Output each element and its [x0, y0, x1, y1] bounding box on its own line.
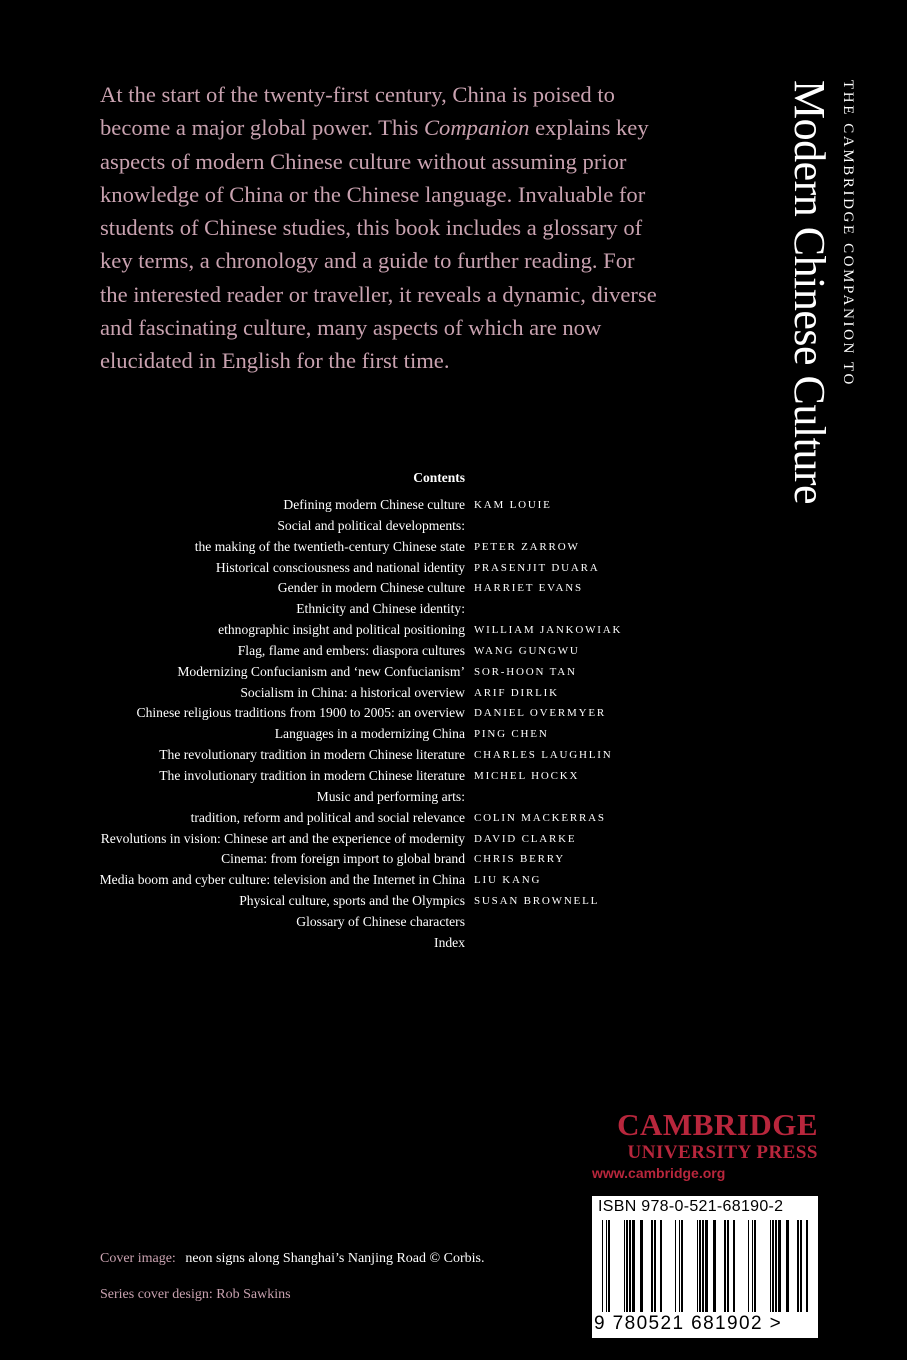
- barcode-bar: [806, 1220, 808, 1312]
- chapter-title: Defining modern Chinese culture: [283, 497, 465, 512]
- chapter-title: Gender in modern Chinese culture: [277, 580, 465, 596]
- barcode-bar: [681, 1220, 683, 1312]
- barcode-bar: [752, 1220, 753, 1312]
- blurb-line: the interested reader or traveller, it reveals a dynamic, diverse: [100, 281, 657, 307]
- blurb-emphasis: Companion: [423, 115, 530, 141]
- blurb-line: [100, 111, 740, 144]
- contents-entry: [0, 870, 907, 891]
- chapter-author: LIU KANG: [474, 874, 542, 887]
- chapter-author: SUSAN BROWNELL: [474, 895, 600, 908]
- contents-entry: [0, 537, 907, 558]
- publisher-subname: UNIVERSITY PRESS: [627, 1142, 818, 1163]
- barcode-bar: [705, 1220, 708, 1312]
- blurb-line: elucidated in English for the first time.: [100, 348, 450, 374]
- series-name: THE CAMBRIDGE COMPANION TO: [840, 80, 856, 387]
- chapter-author: PRASENJIT DUARA: [474, 561, 600, 574]
- barcode-bar: [733, 1220, 735, 1312]
- contents-heading: Contents: [413, 470, 465, 485]
- chapter-author: CHRIS BERRY: [474, 853, 566, 866]
- back-cover-blurb: [100, 78, 740, 378]
- chapter-title: Chinese religious traditions from 1900 to 2005: an overview: [136, 705, 465, 721]
- barcode-bar: [800, 1220, 802, 1312]
- barcode-bar: [797, 1220, 799, 1312]
- contents-entry: [0, 766, 907, 787]
- credit-text: Rob Sawkins: [216, 1287, 291, 1302]
- credit-label: Series cover design:: [100, 1287, 213, 1302]
- chapter-title: Glossary of Chinese characters: [296, 913, 465, 929]
- barcode-bar: [754, 1220, 756, 1312]
- barcode-bar: [775, 1220, 777, 1312]
- chapter-author: MICHEL HOCKX: [474, 769, 580, 782]
- contents-entry: [0, 849, 907, 870]
- chapter-author: KAM LOUIE: [474, 499, 552, 511]
- chapter-author: PING CHEN: [474, 728, 549, 741]
- contents-entry: [0, 829, 907, 850]
- barcode-bar: [727, 1220, 729, 1312]
- blurb-line: aspects of modern Chinese culture without assuming prior: [100, 148, 627, 174]
- blurb-line: key terms, a chronology and a guide to further reading. For: [100, 248, 635, 274]
- barcode-bars: [600, 1220, 812, 1312]
- chapter-author: PETER ZARROW: [474, 540, 580, 553]
- barcode-digits: 9 780521 681902 >: [594, 1313, 783, 1334]
- chapter-author: DAVID CLARKE: [474, 832, 577, 845]
- chapter-title: Revolutions in vision: Chinese art and the experience of modernity: [100, 830, 465, 846]
- barcode-bar: [679, 1220, 680, 1312]
- chapter-title: Languages in a modernizing China: [274, 726, 465, 742]
- chapter-author: HARRIET EVANS: [474, 582, 583, 595]
- contents-entry: [0, 683, 907, 704]
- contents-entry: [0, 578, 907, 599]
- contents-entry: [0, 745, 907, 766]
- barcode-bar: [702, 1220, 704, 1312]
- blurb-text: become a major global power. This: [100, 115, 424, 141]
- chapter-title: ethnographic insight and political positioning: [218, 622, 465, 638]
- book-title: Modern Chinese Culture: [785, 80, 834, 505]
- chapter-author: WANG GUNGWU: [474, 644, 580, 657]
- chapter-title: Physical culture, sports and the Olympics: [239, 893, 465, 909]
- barcode-bar: [770, 1220, 771, 1312]
- chapter-title: tradition, reform and political and social relevance: [190, 809, 465, 825]
- chapter-title: Music and performing arts:: [316, 788, 465, 804]
- publisher-url: www.cambridge.org: [592, 1165, 726, 1181]
- cover-design-credit: [100, 1287, 291, 1303]
- blurb-line: knowledge of China or the Chinese language. Invaluable for: [100, 181, 646, 207]
- contents-entry: [0, 912, 907, 933]
- barcode-bar: [606, 1220, 607, 1312]
- barcode-bar: [629, 1220, 631, 1312]
- publisher-name: CAMBRIDGE: [617, 1107, 818, 1142]
- chapter-title: Index: [434, 934, 465, 950]
- contents-entry: [0, 808, 907, 829]
- chapter-title: The revolutionary tradition in modern Chinese literature: [159, 747, 465, 763]
- contents-entry: [0, 662, 907, 683]
- chapter-title: Ethnicity and Chinese identity:: [296, 601, 465, 617]
- chapter-author: CHARLES LAUGHLIN: [474, 749, 613, 762]
- blurb-text: explains key: [529, 115, 649, 141]
- barcode-bar: [699, 1220, 701, 1312]
- credit-text: neon signs along Shanghai’s Nanjing Road © Corbis.: [185, 1251, 485, 1266]
- contents-entry: [0, 724, 907, 745]
- contents-entry: [0, 703, 907, 724]
- cover-image-credit: [100, 1251, 485, 1267]
- barcode-bar: [660, 1220, 662, 1312]
- chapter-title: Media boom and cyber culture: television and the Internet in China: [99, 872, 465, 888]
- contents-entry: [0, 599, 907, 620]
- contents-entry: [0, 787, 907, 808]
- chapter-title: the making of the twentieth-century Chinese state: [194, 538, 465, 554]
- contents-entry: [0, 558, 907, 579]
- barcode-bar: [778, 1220, 781, 1312]
- chapter-author: SOR-HOON TAN: [474, 665, 577, 678]
- barcode-bar: [624, 1220, 625, 1312]
- chapter-author: COLIN MACKERRAS: [474, 811, 606, 824]
- barcode-bar: [724, 1220, 726, 1312]
- contents-entry: [0, 933, 907, 954]
- blurb-line: At the start of the twenty-first century, China is poised to: [100, 82, 615, 107]
- barcode-bar: [640, 1220, 643, 1312]
- chapter-title: Social and political developments:: [277, 517, 465, 533]
- barcode-bar: [651, 1220, 653, 1312]
- contents-entry: [0, 891, 907, 912]
- contents-entry: [0, 620, 907, 641]
- publisher-logo: [592, 1107, 818, 1181]
- chapter-title: Socialism in China: a historical overview: [240, 684, 465, 700]
- chapter-title: Cinema: from foreign import to global brand: [221, 851, 465, 867]
- barcode-bar: [697, 1220, 698, 1312]
- chapter-title: Flag, flame and embers: diaspora cultures: [237, 642, 465, 658]
- blurb-line: and fascinating culture, many aspects of which are now: [100, 315, 602, 341]
- chapter-author: DANIEL OVERMYER: [474, 707, 606, 720]
- barcode-bar: [654, 1220, 656, 1312]
- barcode-bar: [748, 1220, 749, 1312]
- chapter-author: ARIF DIRLIK: [474, 686, 559, 699]
- isbn-barcode: [592, 1196, 818, 1338]
- barcode-bar: [713, 1220, 716, 1312]
- blurb-line: students of Chinese studies, this book includes a glossary of: [100, 215, 643, 241]
- chapter-title: Modernizing Confucianism and ‘new Confucianism’: [177, 663, 465, 679]
- isbn-text: ISBN 978-0-521-68190-2: [598, 1198, 784, 1215]
- chapter-author: WILLIAM JANKOWIAK: [474, 624, 623, 637]
- barcode-bar: [632, 1220, 635, 1312]
- chapter-title: Historical consciousness and national identity: [215, 559, 465, 575]
- barcode-bar: [626, 1220, 628, 1312]
- table-of-contents: [0, 495, 907, 954]
- contents-entry: [0, 495, 907, 516]
- contents-entry: [0, 516, 907, 537]
- barcode-bar: [786, 1220, 789, 1312]
- barcode-bar: [608, 1220, 610, 1312]
- barcode-bar: [602, 1220, 603, 1312]
- contents-entry: [0, 641, 907, 662]
- chapter-title: The involutionary tradition in modern Chinese literature: [159, 767, 465, 783]
- barcode-bar: [675, 1220, 676, 1312]
- credit-label: Cover image:: [100, 1251, 176, 1266]
- barcode-bar: [772, 1220, 774, 1312]
